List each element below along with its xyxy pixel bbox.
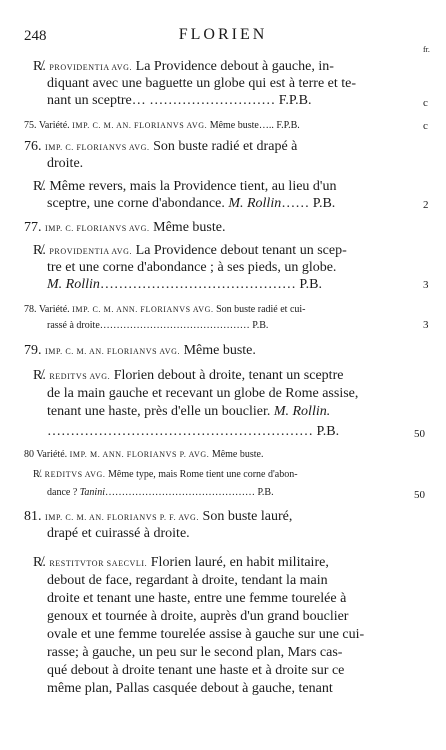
line-text: tenant une haste, près d'elle un bouclier. <box>47 404 274 419</box>
line-text: Même buste. <box>149 220 226 235</box>
line-text: Florien debout à droite, tenant un sceptre <box>110 368 344 383</box>
line-text: La Providence debout à gauche, in- <box>132 59 334 74</box>
text-line <box>47 591 346 608</box>
line-text: R̸. <box>33 368 50 383</box>
line-text: 75. Variété. <box>24 120 73 131</box>
margin-value: c <box>423 120 428 132</box>
legend-text: IMP. C. FLORIANVS AVG. <box>45 224 150 233</box>
line-text: R̸. Même revers, mais la Providence tient, au lieu d'un <box>33 179 337 194</box>
text-line <box>47 260 336 277</box>
text-line <box>47 196 335 213</box>
text-line <box>24 509 292 526</box>
line-text: 80 Variété. <box>24 449 70 460</box>
legend-text: RESTITVTOR SAECVLI. <box>49 559 148 568</box>
margin-value: c <box>423 97 428 109</box>
line-text: Même buste. <box>209 449 264 460</box>
legend-text: REDITVS AVG. <box>49 372 111 381</box>
collection-name: Tanini <box>79 487 105 498</box>
line-text: R̸. <box>33 59 50 74</box>
text-line <box>47 627 364 644</box>
line-text: R̸. <box>33 555 50 570</box>
text-line <box>47 404 330 421</box>
legend-text: REDITVS AVG. <box>44 470 106 479</box>
text-line <box>33 555 329 572</box>
text-line <box>47 318 268 334</box>
text-line <box>47 663 344 680</box>
text-line <box>47 424 339 441</box>
line-text: tre et une corne d'abondance ; à ses pieds, un globe. <box>47 260 337 275</box>
collection-name: M. Rollin <box>228 196 282 211</box>
line-text: Son buste lauré, <box>199 509 293 524</box>
text-line <box>47 386 358 403</box>
margin-value: 50 <box>414 428 425 440</box>
text-line <box>33 59 334 76</box>
line-text: rassé à droite……………………………………… P.B. <box>47 320 269 331</box>
line-text: genoux et tournée à droite, auprès d'un grand bouclier <box>47 609 349 624</box>
line-text: droite. <box>47 156 84 171</box>
text-line <box>33 243 347 260</box>
text-line <box>47 485 274 501</box>
legend-text: IMP. C. M. ANN. FLORIANVS AVG. <box>72 305 214 314</box>
line-text: ovale et une femme tourelée assise à gauche sur une cui- <box>47 627 365 642</box>
text-line <box>24 118 300 134</box>
line-text: …… P.B. <box>281 196 336 211</box>
line-text: Même type, mais Rome tient une corne d'abon- <box>105 469 298 480</box>
text-line <box>47 76 356 93</box>
line-text: 77. <box>24 220 45 235</box>
line-text: nant un sceptre… ……………………… F.P.B. <box>47 93 312 108</box>
line-text: Florien lauré, en habit militaire, <box>147 555 329 570</box>
line-text: sceptre, une corne d'abondance. <box>47 196 229 211</box>
line-text: ……………………………………… P.B. <box>104 487 274 498</box>
legend-text: PROVIDENTIA AVG. <box>49 247 133 256</box>
line-text: Même buste….. F.P.B. <box>207 120 300 131</box>
text-line <box>24 343 256 360</box>
margin-note: fr. <box>423 45 430 54</box>
line-text: drapé et cuirassé à droite. <box>47 526 190 541</box>
line-text: diquant avec une baguette un globe qui est à terre et te- <box>47 76 357 91</box>
text-line <box>24 447 263 463</box>
line-text: rasse; à gauche, un peu sur le second plan, Mars cas- <box>47 645 343 660</box>
line-text: R̸. <box>33 469 45 480</box>
collection-name: M. Rollin <box>47 277 100 292</box>
legend-text: PROVIDENTIA AVG. <box>49 63 133 72</box>
line-text: 79. <box>24 343 45 358</box>
line-text: qué debout à droite tenant une haste et à droite sur ce <box>47 663 345 678</box>
text-line <box>24 139 297 156</box>
legend-text: IMP. C. M. AN. FLORIANVS AVG. <box>72 121 208 130</box>
legend-text: IMP. M. ANN. FLORIANVS P. AVG. <box>69 450 210 459</box>
text-line <box>33 368 343 385</box>
legend-text: IMP. C. M. AN. FLORIANVS P. F. AVG. <box>45 513 200 522</box>
line-text: 76. <box>24 139 45 154</box>
line-text: dance ? <box>47 487 80 498</box>
text-line <box>47 573 328 590</box>
margin-value: 3 <box>423 279 429 291</box>
line-text: La Providence debout tenant un scep- <box>132 243 347 258</box>
margin-value: 50 <box>414 489 425 501</box>
margin-value: 2 <box>423 199 429 211</box>
text-line <box>47 156 83 173</box>
text-line <box>33 179 336 196</box>
legend-text: IMP. C. FLORIANVS AVG. <box>45 143 150 152</box>
line-text: Son buste radié et drapé à <box>149 139 298 154</box>
text-line <box>47 609 348 626</box>
legend-text: IMP. C. M. AN. FLORIANVS AVG. <box>45 347 181 356</box>
line-text: même plan, Pallas casquée debout à gauche, tenant <box>47 681 333 696</box>
line-text: Même buste. <box>180 343 256 358</box>
text-line <box>47 93 311 110</box>
line-text: ………………………………………………… P.B. <box>47 424 340 439</box>
line-text: 78. Variété. <box>24 304 73 315</box>
text-line <box>33 467 298 483</box>
line-text: 81. <box>24 509 45 524</box>
page-number: 248 <box>24 28 47 44</box>
text-line <box>24 302 306 318</box>
line-text: droite et tenant une haste, entre une femme tourelée à <box>47 591 347 606</box>
line-text: de la main gauche et recevant un globe de Rome assise, <box>47 386 359 401</box>
line-text: Son buste radié et cui- <box>213 304 306 315</box>
page-title: FLORIEN <box>178 26 268 43</box>
collection-name: M. Rollin. <box>273 404 331 419</box>
line-text: R̸. <box>33 243 50 258</box>
text-line <box>47 645 342 662</box>
text-line <box>47 277 322 294</box>
text-line <box>24 220 225 237</box>
text-line <box>47 681 333 698</box>
line-text: debout de face, regardant à droite, tendant la main <box>47 573 328 588</box>
line-text: …………………………………… P.B. <box>99 277 322 292</box>
text-line <box>47 526 190 543</box>
margin-value: 3 <box>423 319 429 331</box>
